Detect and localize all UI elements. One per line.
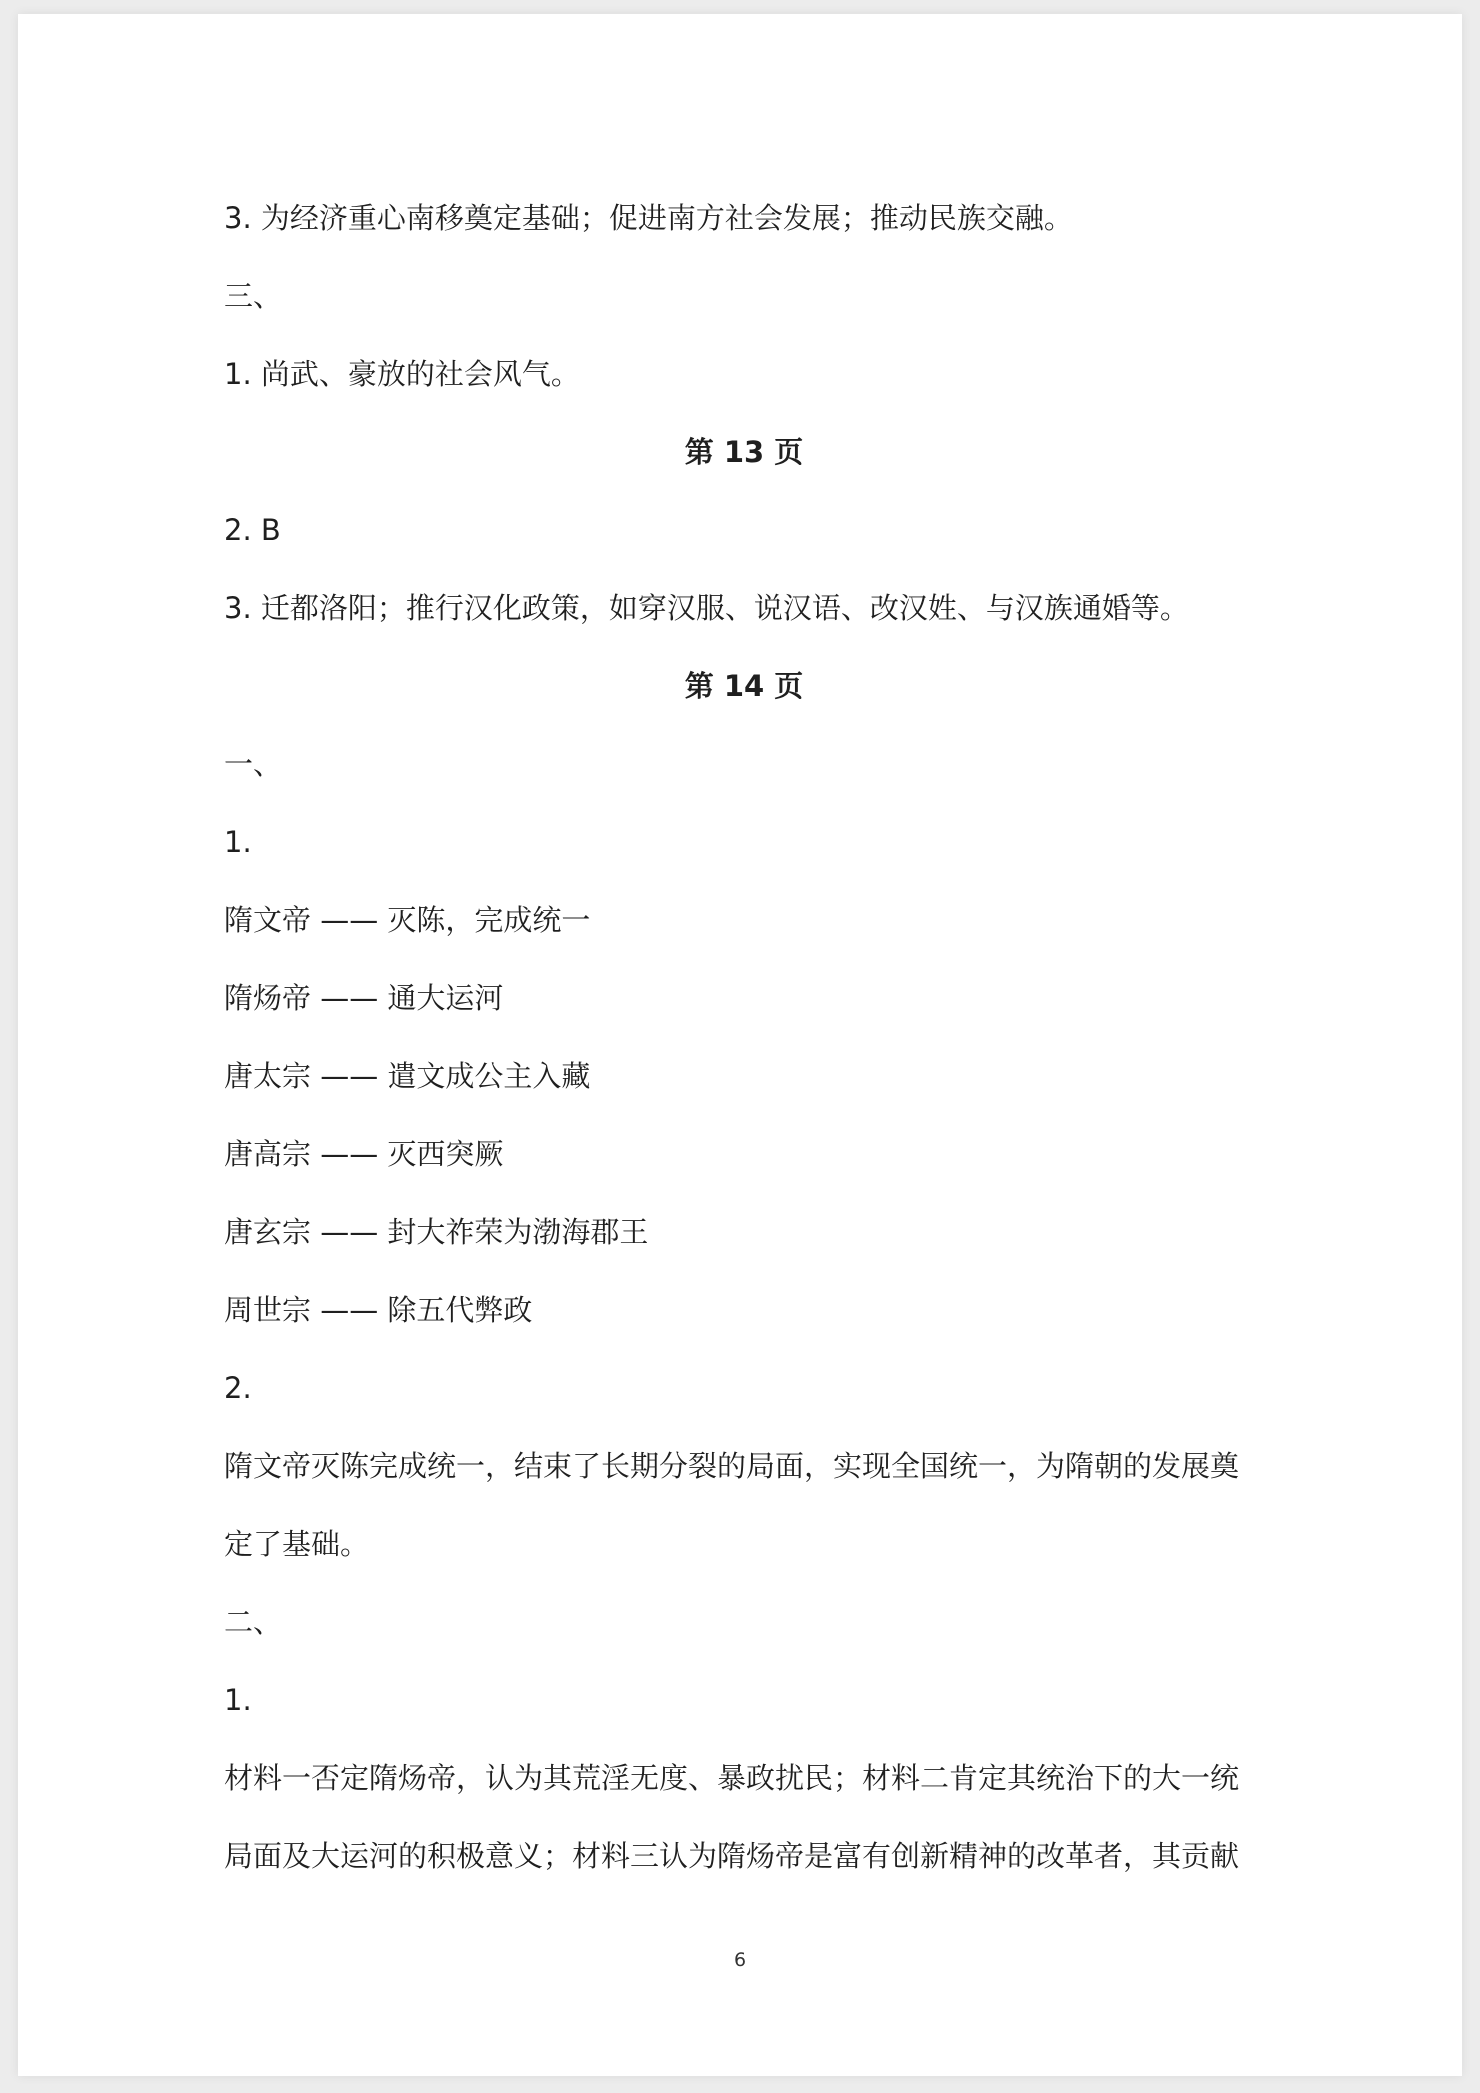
text-line: 1. 尚武、豪放的社会风气。: [224, 357, 580, 391]
section-marker: 一、: [224, 747, 283, 781]
page-heading: 第 13 页: [684, 435, 804, 469]
document-page: [18, 14, 1462, 2076]
text-line: 局面及大运河的积极意义；材料三认为隋炀帝是富有创新精神的改革者，其贡献: [224, 1839, 1240, 1873]
page-number: 6: [733, 1949, 747, 1971]
match-line: 隋文帝 —— 灭陈，完成统一: [224, 903, 591, 937]
text-line: 隋文帝灭陈完成统一，结束了长期分裂的局面，实现全国统一，为隋朝的发展奠: [224, 1449, 1240, 1483]
match-line: 隋炀帝 —— 通大运河: [224, 981, 504, 1015]
text-line: 3. 为经济重心南移奠定基础；促进南方社会发展；推动民族交融。: [224, 201, 1073, 235]
page-heading: 第 14 页: [684, 669, 804, 703]
match-line: 唐玄宗 —— 封大祚荣为渤海郡王: [224, 1215, 649, 1249]
section-marker: 三、: [224, 279, 283, 313]
text-line: 3. 迁都洛阳；推行汉化政策，如穿汉服、说汉语、改汉姓、与汉族通婚等。: [224, 591, 1189, 625]
text-line: 材料一否定隋炀帝，认为其荒淫无度、暴政扰民；材料二肯定其统治下的大一统: [224, 1761, 1240, 1795]
text-line: 2. B: [224, 513, 281, 547]
section-marker: 二、: [224, 1605, 283, 1639]
match-line: 唐太宗 —— 遣文成公主入藏: [224, 1059, 591, 1093]
question-number: 2.: [224, 1371, 252, 1405]
question-number: 1.: [224, 825, 252, 859]
text-line: 定了基础。: [224, 1527, 370, 1561]
match-line: 唐高宗 —— 灭西突厥: [224, 1137, 504, 1171]
question-number: 1.: [224, 1683, 252, 1717]
match-line: 周世宗 —— 除五代弊政: [224, 1293, 533, 1327]
